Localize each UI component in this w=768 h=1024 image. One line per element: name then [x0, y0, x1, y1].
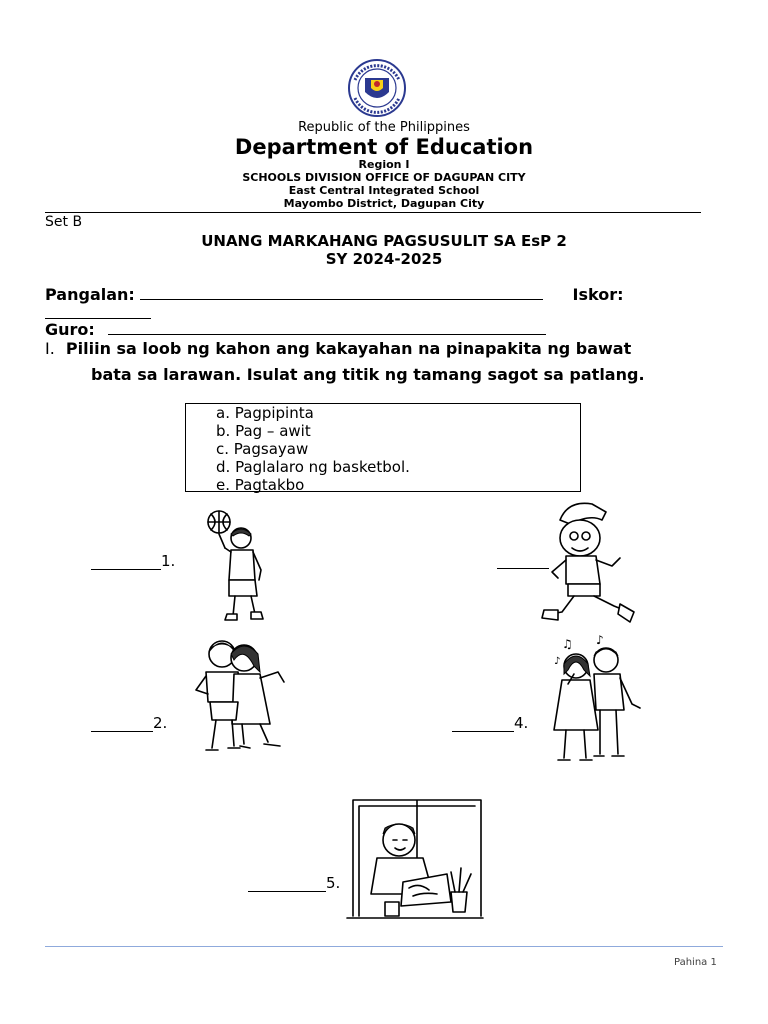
department-title: Department of Education	[234, 135, 534, 159]
division-line: SCHOOLS DIVISION OFFICE OF DAGUPAN CITY	[242, 171, 526, 184]
teacher-label: Guro:	[45, 320, 95, 339]
teacher-input-line[interactable]	[108, 320, 546, 335]
section-number: I.	[45, 339, 55, 358]
answer-row-2	[91, 714, 167, 732]
choice-item: c. Pagsayaw	[216, 440, 309, 458]
instruction-text-2: bata sa larawan. Isulat ang titik ng tamang sagot sa patlang.	[91, 365, 645, 384]
answer-row-5	[248, 874, 340, 892]
svg-text:♪: ♪	[554, 656, 561, 667]
answer-blank-1[interactable]	[91, 553, 161, 570]
answer-blank-5[interactable]	[248, 875, 326, 892]
svg-text:♪: ♪	[596, 634, 604, 647]
republic-line: Republic of the Philippines	[298, 120, 470, 135]
score-label: Iskor:	[572, 285, 624, 304]
choice-item: e. Pagtakbo	[216, 476, 305, 494]
name-field-row	[45, 285, 624, 304]
item-number: 5.	[326, 874, 341, 892]
painting-girl-picture	[343, 798, 485, 924]
choice-item: a. Pagpipinta	[216, 404, 314, 422]
name-label: Pangalan:	[45, 285, 135, 304]
singing-children-picture	[548, 634, 644, 768]
answer-row-1	[91, 552, 175, 570]
item-number: 1.	[161, 552, 176, 570]
choices-box	[185, 403, 581, 492]
deped-seal-icon	[341, 58, 413, 118]
district-line: Mayombo District, Dagupan City	[283, 197, 485, 210]
answer-row-4	[452, 714, 528, 732]
choices-list	[216, 404, 410, 494]
set-label: Set B	[45, 214, 83, 230]
instruction-line-1	[45, 339, 631, 358]
running-boy-picture	[540, 498, 640, 630]
region-line: Region I	[358, 158, 410, 171]
answer-blank-4[interactable]	[452, 715, 514, 732]
school-line: East Central Integrated School	[288, 184, 480, 197]
score-input-line[interactable]	[45, 304, 151, 319]
instruction-text-1: Piliin sa loob ng kahon ang kakayahan na pinapakita ng bawat	[65, 339, 632, 358]
footer-divider	[45, 946, 723, 947]
svg-text:♫: ♫	[562, 637, 573, 651]
basketball-boy-picture	[195, 508, 285, 623]
choice-item: b. Pag – awit	[216, 422, 311, 440]
header-divider	[45, 212, 701, 213]
name-input-line[interactable]	[140, 285, 543, 300]
school-year: SY 2024-2025	[325, 250, 443, 268]
item-number: 2.	[153, 714, 168, 732]
page-number: Pahina 1	[674, 957, 717, 968]
teacher-field-row	[45, 320, 546, 339]
answer-blank-2[interactable]	[91, 715, 153, 732]
dancing-couple-picture	[188, 636, 288, 758]
item-number: 4.	[514, 714, 529, 732]
choice-item: d. Paglalaro ng basketbol.	[216, 458, 410, 476]
exam-title: UNANG MARKAHANG PAGSUSULIT SA EsP 2	[201, 232, 567, 250]
